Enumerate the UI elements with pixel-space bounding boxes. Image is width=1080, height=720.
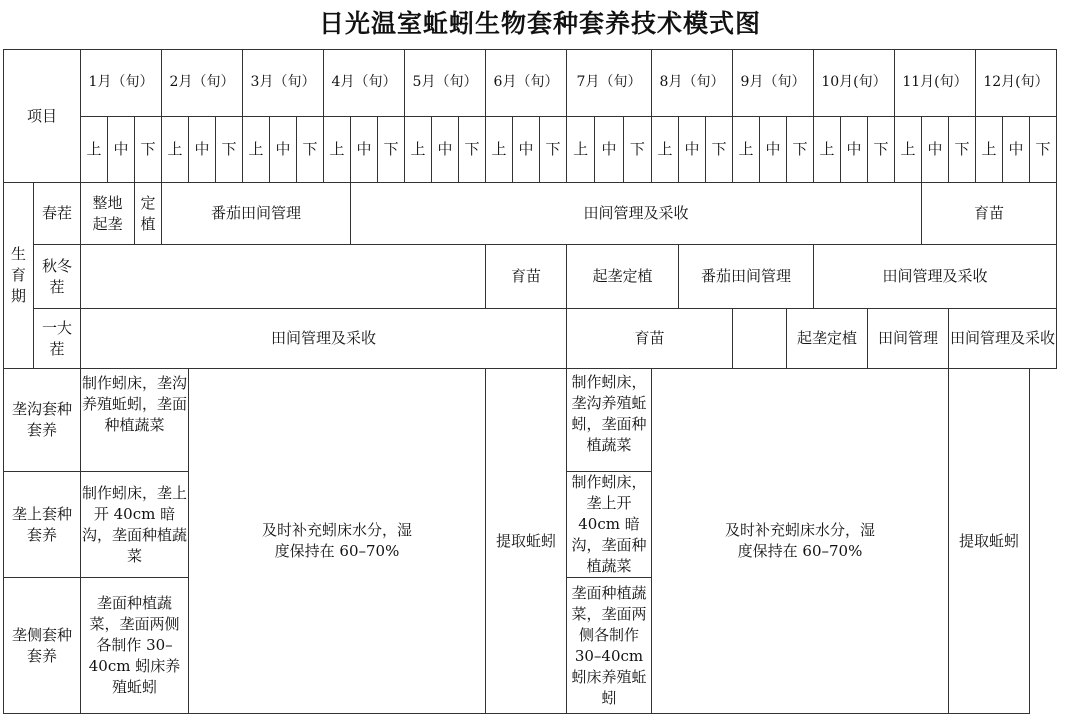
tenday-cell-m10-1: 中 xyxy=(841,117,868,183)
single-harvest-cell: 田间管理及采收 xyxy=(81,309,567,369)
month-header-1: 1月（旬） xyxy=(81,50,162,117)
tenday-cell-m1-0: 上 xyxy=(81,117,108,183)
single-label-text: 一大茬 xyxy=(41,318,72,358)
top-label xyxy=(4,472,81,578)
furrow-label-text: 垄沟套种套养 xyxy=(11,400,72,439)
top-step1-text: 制作蚓床，垄上开 40cm 暗沟，垄面种植蔬菜 xyxy=(81,483,187,565)
spring-prep-text: 整地起垄 xyxy=(92,193,123,233)
side-label-text: 垄侧套种套养 xyxy=(11,625,72,665)
spring-harvest-cell: 田间管理及采收 xyxy=(351,183,922,245)
tenday-cell-m9-2: 下 xyxy=(787,117,814,183)
spring-planting-text: 定植 xyxy=(140,193,156,233)
side-step2-cell xyxy=(567,578,652,714)
tenday-cell-m5-2: 下 xyxy=(459,117,486,183)
month-header-8: 8月（旬） xyxy=(652,50,733,117)
furrow-step2-text: 制作蚓床，垄沟养殖蚯蚓，垄面种植蔬菜 xyxy=(571,373,647,454)
side-step1-text: 垄面种植蔬菜，垄面两侧各制作 30–40cm 蚓床养殖蚯蚓 xyxy=(88,594,181,696)
side-step2-text: 垄面种植蔬菜，垄面两侧各制作 30–40cm 蚓床养殖蚯蚓 xyxy=(571,583,647,707)
tenday-cell-m4-0: 上 xyxy=(324,117,351,183)
tenday-cell-m10-0: 上 xyxy=(814,117,841,183)
side-step1-cell xyxy=(81,578,189,714)
month-header-10: 10月(旬） xyxy=(814,50,895,117)
month-header-9: 9月（旬） xyxy=(733,50,814,117)
extract-cell-2: 提取蚯蚓 xyxy=(949,369,1030,714)
tenday-cell-m11-2: 下 xyxy=(949,117,976,183)
tenday-cell-m2-1: 中 xyxy=(189,117,216,183)
tenday-cell-m2-2: 下 xyxy=(216,117,243,183)
water-note-cell-1 xyxy=(189,369,486,714)
tenday-cell-m8-0: 上 xyxy=(652,117,679,183)
spring-seedling-cell: 育苗 xyxy=(922,183,1057,245)
autumn-empty-cell xyxy=(81,245,486,309)
month-header-4: 4月（旬） xyxy=(324,50,405,117)
top-step1-cell xyxy=(81,472,189,578)
tenday-cell-m6-2: 下 xyxy=(540,117,567,183)
single-seedling-cell: 育苗 xyxy=(567,309,733,369)
autumn-harvest-cell: 田间管理及采收 xyxy=(814,245,1057,309)
tenday-cell-m7-0: 上 xyxy=(567,117,595,183)
top-label-text: 垄上套种套养 xyxy=(11,504,72,544)
header-item-label: 项目 xyxy=(4,50,81,183)
tenday-cell-m11-0: 上 xyxy=(895,117,922,183)
month-header-12: 12月(旬） xyxy=(976,50,1057,117)
autumn-seedling-cell: 育苗 xyxy=(486,245,567,309)
water-note-cell-2 xyxy=(652,369,949,714)
page-title: 日光温室蚯蚓生物套种套养技术模式图 xyxy=(318,9,761,38)
tenday-cell-m8-1: 中 xyxy=(679,117,706,183)
tenday-cell-m1-1: 中 xyxy=(108,117,135,183)
tenday-cell-m11-1: 中 xyxy=(922,117,949,183)
single-planting-cell: 起垄定植 xyxy=(787,309,868,369)
autumn-label-text: 秋冬茬 xyxy=(41,256,72,296)
spring-prep-cell xyxy=(81,183,135,245)
top-step2-text: 制作蚓床，垄上开 40cm 暗沟，垄面种植蔬菜 xyxy=(571,473,647,575)
spring-planting-cell xyxy=(135,183,162,245)
single-manage-cell: 田间管理 xyxy=(868,309,949,369)
autumn-tomato-cell: 番茄田间管理 xyxy=(679,245,814,309)
tenday-cell-m3-1: 中 xyxy=(270,117,297,183)
month-header-3: 3月（旬） xyxy=(243,50,324,117)
single-label xyxy=(34,309,81,369)
autumn-planting-cell: 起垄定植 xyxy=(567,245,679,309)
tenday-cell-m5-0: 上 xyxy=(405,117,432,183)
tenday-cell-m4-2: 下 xyxy=(378,117,405,183)
tenday-cell-m9-1: 中 xyxy=(760,117,787,183)
tenday-cell-m7-1: 中 xyxy=(595,117,623,183)
spring-label: 春茬 xyxy=(34,183,81,245)
month-header-11: 11月(旬） xyxy=(895,50,976,117)
water-note-text-1: 及时补充蚓床水分，湿度保持在 60–70% xyxy=(261,521,412,560)
tenday-cell-m3-2: 下 xyxy=(297,117,324,183)
tenday-cell-m9-0: 上 xyxy=(733,117,760,183)
schedule-table xyxy=(3,49,1057,714)
single-empty-cell xyxy=(733,309,787,369)
growth-period-label xyxy=(4,183,34,369)
tenday-cell-m7-2: 下 xyxy=(623,117,651,183)
tenday-cell-m5-1: 中 xyxy=(432,117,459,183)
top-step2-cell xyxy=(567,472,652,578)
tenday-cell-m1-2: 下 xyxy=(135,117,162,183)
tenday-cell-m2-0: 上 xyxy=(162,117,189,183)
furrow-step2-cell xyxy=(567,369,652,472)
autumn-label xyxy=(34,245,81,309)
month-header-5: 5月（旬） xyxy=(405,50,486,117)
tenday-cell-m12-1: 中 xyxy=(1003,117,1030,183)
tenday-cell-m10-2: 下 xyxy=(868,117,895,183)
furrow-label xyxy=(4,369,81,472)
tenday-cell-m3-0: 上 xyxy=(243,117,270,183)
water-note-text-2: 及时补充蚓床水分，湿度保持在 60–70% xyxy=(724,521,875,560)
month-header-2: 2月（旬） xyxy=(162,50,243,117)
side-label xyxy=(4,578,81,714)
tenday-cell-m4-1: 中 xyxy=(351,117,378,183)
single-harvest2-cell: 田间管理及采收 xyxy=(949,309,1057,369)
tenday-cell-m12-2: 下 xyxy=(1030,117,1057,183)
furrow-step1-cell: 制作蚓床，垄沟养殖蚯蚓，垄面种植蔬菜 xyxy=(81,369,189,472)
spring-tomato-cell: 番茄田间管理 xyxy=(162,183,351,245)
month-header-7: 7月（旬） xyxy=(567,50,652,117)
tenday-cell-m6-1: 中 xyxy=(513,117,540,183)
tenday-cell-m8-2: 下 xyxy=(706,117,733,183)
tenday-header-row xyxy=(4,117,1057,183)
tenday-cell-m12-0: 上 xyxy=(976,117,1003,183)
month-header-6: 6月（旬） xyxy=(486,50,567,117)
extract-cell-1: 提取蚯蚓 xyxy=(486,369,567,714)
tenday-cell-m6-0: 上 xyxy=(486,117,513,183)
growth-period-text: 生育期 xyxy=(10,245,26,305)
